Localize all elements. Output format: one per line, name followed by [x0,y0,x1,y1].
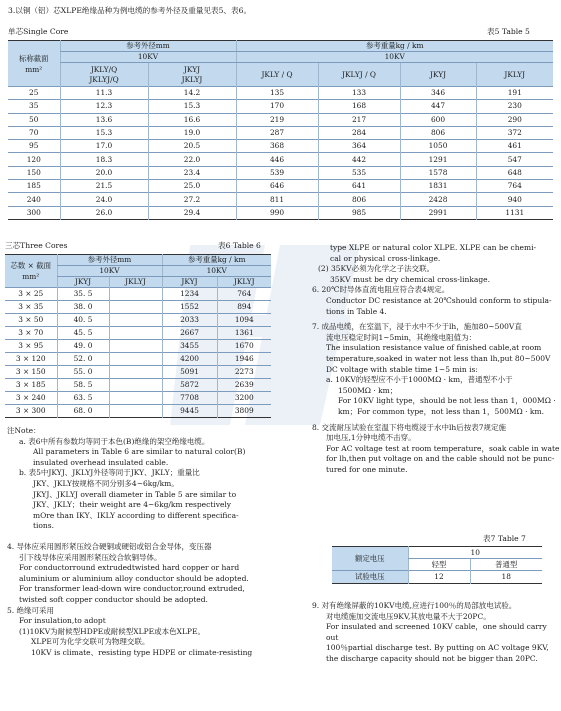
table5-cell: 240 [8,193,60,206]
table5-cell: 13.6 [60,113,148,126]
table5-cell: 14.2 [148,87,236,100]
table5-row [8,206,553,219]
table6-cell [109,288,162,301]
item8-cn2: 加电压,1分钟电缆不击穿。 [326,433,416,443]
table5-cell: 990 [236,206,318,219]
table5-cell: 22.0 [148,153,236,166]
table6-cell: 7708 [162,392,217,405]
table5-cell: 284 [318,126,400,139]
note-a-cn: a. 表6中所有参数均等同于本色(B)绝缘的架空绝缘电缆。 [19,436,210,446]
table6-cell: 3455 [162,340,217,353]
note-b-en2: JKY、JKLY；their weight are 4~6kg/km respectively [33,500,232,510]
table5-cell: 1831 [400,180,476,193]
table6-cell: 5091 [162,366,217,379]
table5-cell: 372 [476,126,553,139]
table6-row [5,392,271,405]
table6-cell: 3 × 150 [5,366,57,379]
table6-row [5,353,271,366]
table6-cell [109,327,162,340]
table5-cell: 1291 [400,153,476,166]
table7-caption: 表7 Table 7 [483,534,526,543]
table5-caption-left: 单芯Single Core [8,27,69,36]
table5-cell: 1578 [400,166,476,179]
table5-cell: 446 [236,153,318,166]
table6-cell: 3 × 240 [5,392,57,405]
note-a-en1: All parameters in Table 6 are similar to natural color(B) [33,447,246,457]
table6-cell: 1234 [162,288,217,301]
table5-cell: 24.0 [60,193,148,206]
table5-cell: 26.0 [60,206,148,219]
table5-col4: JKLYJ / Q [318,63,400,87]
table5-cell: 70 [8,126,60,139]
table6-cell [109,314,162,327]
table5-cell: 646 [236,180,318,193]
table5-cell: 547 [476,153,553,166]
table6-cell: 3 × 300 [5,405,57,418]
table5-body [8,87,553,220]
note-b-en3: mOre than IKY、IKLY according to different specifica- [33,510,239,520]
table5-cell: 806 [318,193,400,206]
table7 [332,546,542,584]
table6-cell: 2033 [162,314,217,327]
table6-cell [109,353,162,366]
item4-cn2: 引下线导体应采用圆形紧压绞合软铜导体。 [19,552,162,562]
table5-col1b: JKLYJ/Q [89,74,119,84]
item7-en2: temperature,soaked in water not less than lh,put 80~500V [326,353,551,363]
item7-a-en2: km；For common type，not less than 1，500MΩ · km. [338,406,544,416]
item8-cn1: 8. 交流耐压试验在室温下将电缆浸于水中lh后按表7规定施 [312,422,507,432]
table6-row [5,301,271,314]
table5-cell: 18.3 [60,153,148,166]
table5-cell: 447 [400,100,476,113]
table6-cell: 3 × 50 [5,314,57,327]
table6-row [5,366,271,379]
table7-rated: 额定电压 [332,547,408,571]
item9-cn2: 对电缆施加交流电压9KV,其放电量不大于20PC。 [326,611,491,621]
item5-cn1: 5. 绝缘可采用 [7,605,55,615]
table5-cell: 648 [476,166,553,179]
table5-cell: 1050 [400,140,476,153]
table5-cell: 16.6 [148,113,236,126]
table5-cell: 11.3 [60,87,148,100]
table6-cell [109,405,162,418]
table6-cell: 63. 5 [57,392,109,405]
table6-cell: 4200 [162,353,217,366]
table6-cell: 2273 [217,366,271,379]
table5-col3: JKLY / Q [236,63,318,87]
table6-cell: 2667 [162,327,217,340]
table5-cell: 20.5 [148,140,236,153]
table6-cell: 2639 [217,379,271,392]
table6-cell: 35. 5 [57,288,109,301]
table5-col1a: JKLY/Q [90,64,118,74]
item4-en3: For transformer lead-down wire conductor,round extruded, [19,584,245,594]
table5-row [8,193,553,206]
item7-cn2: 流电压稳定时间1~5min，其绝缘电阻值为： [326,332,477,342]
table5-cell: 170 [236,100,318,113]
table5-cell: 290 [476,113,553,126]
item9-block [306,601,560,665]
table5-cell: 135 [236,87,318,100]
table5-cell: 985 [318,206,400,219]
table6-row [5,405,271,418]
table5-cell: 120 [8,153,60,166]
note-b-cn2: JKY、JKLY按规格不同分别多4~6kg/km。 [33,478,179,488]
table6-cell: 55. 0 [57,366,109,379]
table6-cell [109,340,162,353]
table5-row [8,166,553,179]
item5-cn3: XLPE可为化学交联可为物理交联。 [31,637,150,647]
item8-en3: tured for one minute. [326,464,408,474]
table6-cell: 1094 [217,314,271,327]
table5-cell: 600 [400,113,476,126]
table6-cell: 3 × 25 [5,288,57,301]
table5-cell: 25 [8,87,60,100]
item8-en1: For AC voltage test at room temperature，soak cable in wate [326,443,560,453]
table5-cell: 15.3 [60,126,148,139]
table6-cell: 3 × 35 [5,301,57,314]
table5-cell: 461 [476,140,553,153]
table5-head-nominal-unit: mm² [25,64,43,74]
item7-en1: The insulation resistance value of finished cable,at room [326,343,542,353]
table6-cell [109,392,162,405]
note-b-en1: JKYJ、JKLYJ overall diameter in Table 5 are similar to [33,489,237,499]
table6-head-nominal-unit: mm² [22,272,40,281]
table5-cell: 2991 [400,206,476,219]
table6-row [5,340,271,353]
table5-row [8,180,553,193]
table6-head-nominal: 芯数 × 截面 [10,261,51,270]
table6-cell: 1552 [162,301,217,314]
table5-row [8,113,553,126]
table5-cell: 191 [476,87,553,100]
table6-cell: 3 × 70 [5,327,57,340]
table5-row [8,140,553,153]
table5-kv-od: 10KV [60,52,236,63]
table5-cell: 20.0 [60,166,148,179]
item4-en1: For conductorround extrudedtwisted hard copper or hard [19,563,240,573]
table5-cell: 219 [236,113,318,126]
intro-text: 3.以铜（铝）芯XLPE绝缘品种为例电缆的参考外径及重量见表5、表6。 [8,6,252,15]
table6-cell: 5872 [162,379,217,392]
item7-en3: DC voltage with stable time 1~5 min is: [326,364,478,374]
table5-cell: 940 [476,193,553,206]
table6-row [5,379,271,392]
table6-cell: 3 × 120 [5,353,57,366]
notes-title: 注Note： [7,426,41,435]
table5-cell: 95 [8,140,60,153]
table5-row [8,126,553,139]
table5-row [8,87,553,100]
item4-en2: aluminium or aluminium alloy conductor should be adopted. [19,573,249,583]
table5-cell: 346 [400,87,476,100]
table5-cell: 230 [476,100,553,113]
note-a-en2: insulated overhead insulated cable. [33,457,169,467]
table6-cell: 3200 [217,392,271,405]
item4-en4: twisted soft copper conductor should be adopted. [19,594,208,604]
table5-cell: 811 [236,193,318,206]
table7-light: 轻型 [408,559,470,571]
table5-cell: 21.5 [60,180,148,193]
table6-cell: 3809 [217,405,271,418]
item9-en1: For insulated and screened 10KV cable，one should carry out [326,622,547,642]
table5-cell: 300 [8,206,60,219]
table7-kv: 10 [408,547,542,559]
table5-cell: 641 [318,180,400,193]
table6 [5,254,271,418]
table7-common: 普通型 [470,559,542,571]
item6-en2: tions in Table 4. [326,306,387,316]
right-r1: type XLPE or natural color XLPE. XLPE can be chemi- [330,243,537,252]
table6-row [5,314,271,327]
table7-test: 试验电压 [332,571,408,584]
table5 [8,40,553,220]
table5-cell: 364 [318,140,400,153]
table5-cell: 27.2 [148,193,236,206]
table5-cell: 29.4 [148,206,236,219]
table5-row [8,153,553,166]
table5-cell: 442 [318,153,400,166]
table6-cell: 1361 [217,327,271,340]
table6-row [5,327,271,340]
note-b-en4: tions. [33,521,54,531]
table6-cell: 1670 [217,340,271,353]
table5-cell: 2428 [400,193,476,206]
table6-caption-right: 表6 Table 6 [218,241,261,250]
table6-cell: 49. 0 [57,340,109,353]
table6-head-wt: 参考重量kg / km [162,255,271,266]
table6-kv-wt: 10KV [162,266,271,277]
note-b-cn1: b. 表5中JKYJ、JKLYJ外径等同于JKY、JKLY；重量比 [19,468,200,478]
table6-cell: 3 × 95 [5,340,57,353]
table5-cell: 168 [318,100,400,113]
table5-cell: 133 [318,87,400,100]
item9-en2: 100％partial discharge test. By putting on AC voltage 9KV, [326,643,549,653]
table6-cell: 52. 0 [57,353,109,366]
table6-head-od: 参考外径mm [57,255,162,266]
item4-cn1: 4. 导体应采用圆形紧压绞合硬铜或硬铝或铝合金导体，变压器 [7,541,212,551]
table6-cell: 3 × 185 [5,379,57,392]
table6-row [5,288,271,301]
notes-block [7,426,279,658]
table6-cell [109,301,162,314]
right-r3: (2) 35KV必须为化学之子法交联。 [318,264,435,274]
table5-col2b: JKLYJ [181,74,203,84]
table6-kv-od: 10KV [57,266,162,277]
item7-a-en1: For 10KV light type，should be not less than 1，000MΩ · [338,396,556,406]
table5-cell: 539 [236,166,318,179]
table6-col4: JKLYJ [217,277,271,288]
table5-col5: JKYJ [400,63,476,87]
table5-head-wt: 参考重量kg / km [236,41,553,52]
table6-cell: 894 [217,301,271,314]
table5-cell: 150 [8,166,60,179]
table5-cell: 17.0 [60,140,148,153]
item6-cn: 6. 20℃时导体直流电阻应符合表4规定。 [312,285,450,295]
table5-cell: 12.3 [60,100,148,113]
table5-cell: 23.4 [148,166,236,179]
table5-head-nominal: 标称截面 [18,53,49,63]
right-r4: 35KV must be dry chemical cross-linkage. [330,274,491,284]
table5-cell: 25.0 [148,180,236,193]
table5-cell: 19.0 [148,126,236,139]
item8-en2: for lh,then put voltage on and the cable should not be punc- [326,454,555,464]
table7-v-light: 12 [408,571,470,584]
item5-en1: For insulation,to adopt [19,616,106,626]
table6-col3: JKYJ [162,277,217,288]
table6-cell [109,379,162,392]
item9-cn1: 9. 对有绝缘屏蔽的10KV电缆,应进行100％的局部放电试验。 [312,601,517,610]
table5-cell: 15.3 [148,100,236,113]
table5-cell: 287 [236,126,318,139]
table6-cell: 1946 [217,353,271,366]
table6-cell [109,366,162,379]
table5-cell: 806 [400,126,476,139]
table5-head-od: 参考外径mm [60,41,236,52]
table5-cell: 1131 [476,206,553,219]
table6-caption-left: 三芯Three Cores [5,241,68,250]
right-r2: cal or physical cross-linkage. [330,253,441,263]
item9-en3: the discharge capacity should not be bigger than 20PC. [326,653,538,663]
item6-en1: Conductor DC resistance at 20℃should conform to stipula- [326,295,552,305]
table5-cell: 368 [236,140,318,153]
table6-cell: 9445 [162,405,217,418]
item7-cn1: 7. 成品电缆，在室温下，浸于水中不少于lh，施加80~500V直 [312,322,522,332]
table5-cell: 535 [318,166,400,179]
item5-cn2: (1)10KV为耐候型HDPE或耐候型XLPE或本色XLPE。 [19,626,205,636]
item5-en2: 10KV is climate、resisting type HDPE or climate-resisting [31,647,253,657]
table6-cell: 58. 5 [57,379,109,392]
table6-cell: 68. 0 [57,405,109,418]
table6-cell: 45. 5 [57,327,109,340]
table5-row [8,100,553,113]
table5-cell: 217 [318,113,400,126]
table6-cell: 40. 5 [57,314,109,327]
table5-cell: 35 [8,100,60,113]
table5-caption-right: 表5 Table 5 [487,27,530,36]
table6-cell: 38. 0 [57,301,109,314]
table5-kv-wt: 10KV [236,52,553,63]
right-column [306,243,560,475]
table6-col1: JKYJ [57,277,109,288]
table5-col2a: JKYJ [183,64,201,74]
table5-col6: JKLYJ [476,63,553,87]
table6-cell: 764 [217,288,271,301]
table5-cell: 185 [8,180,60,193]
item7-a-cn1: a. 10KV的轻型应不小于1000MΩ · km，普通型不小于 [326,375,513,385]
table6-col2: JKLYJ [109,277,162,288]
table5-cell: 764 [476,180,553,193]
item7-a-cn2: 1500MΩ · km； [338,385,398,395]
table6-body [5,288,271,418]
table7-v-common: 18 [470,571,542,584]
table5-cell: 50 [8,113,60,126]
